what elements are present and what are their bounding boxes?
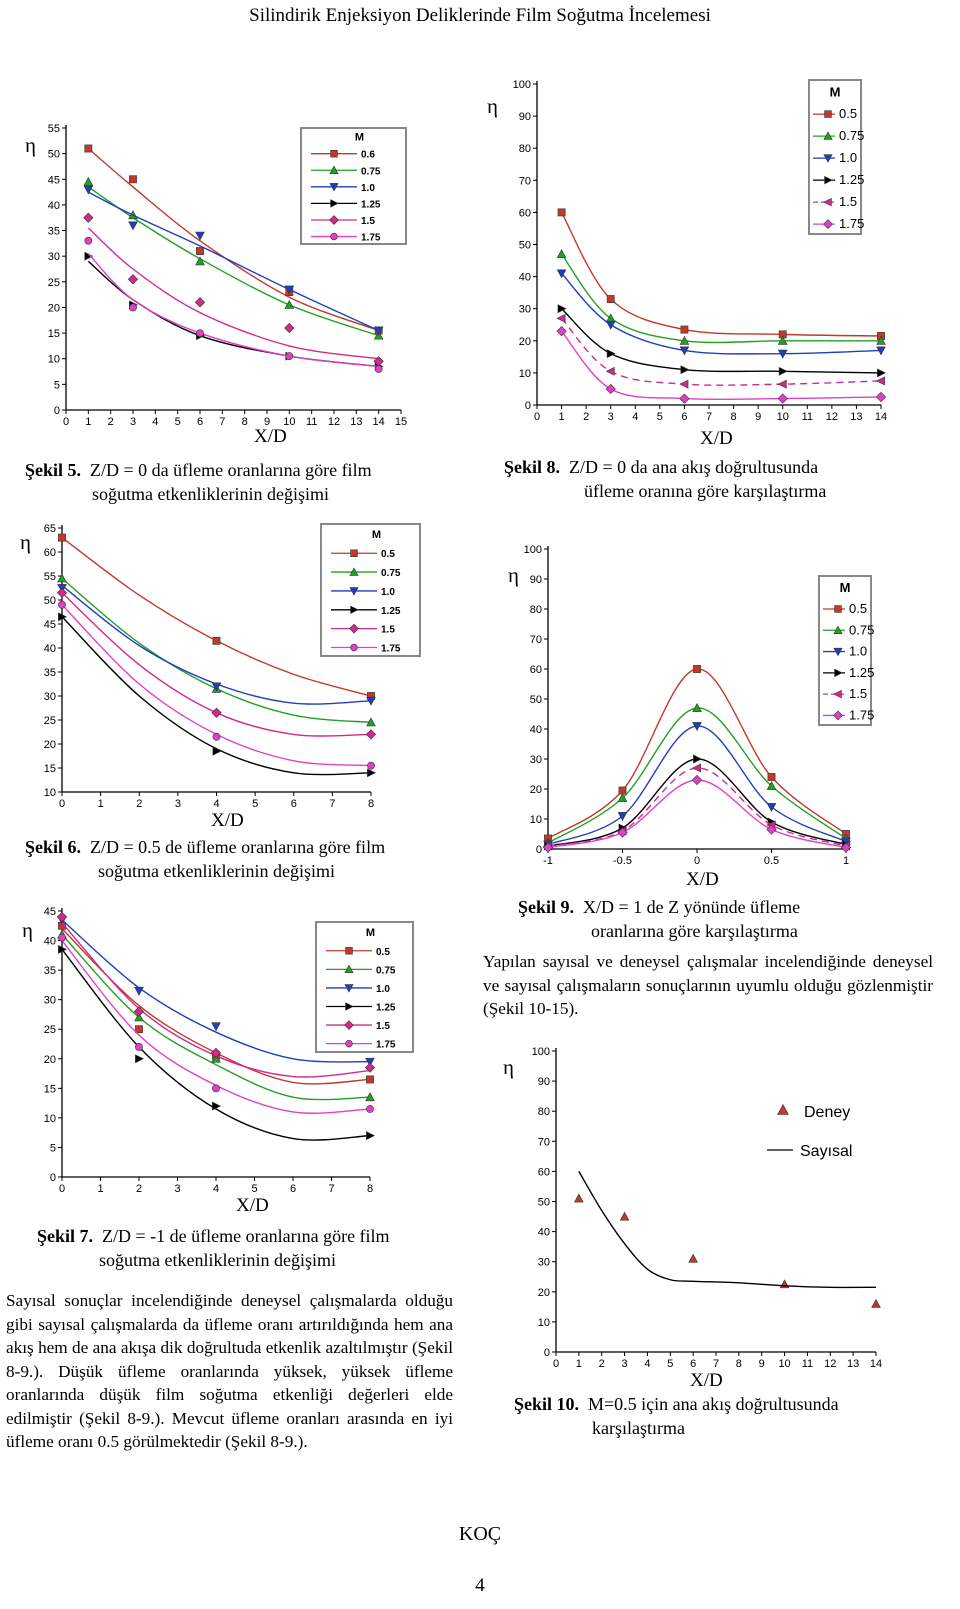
fig7-ytick-label: 30 — [43, 994, 56, 1007]
fig6-ytick-label: 15 — [43, 763, 56, 775]
fig5-xtick-label: 4 — [152, 416, 159, 428]
fig5-ytick-label: 10 — [47, 353, 60, 366]
fig6-ytick-label: 30 — [43, 691, 56, 703]
fig5-ytick-label: 25 — [47, 276, 60, 289]
fig6-ytick-label: 60 — [43, 547, 56, 559]
fig8-ytick-label: 90 — [518, 111, 531, 124]
fig5-xtick-label: 3 — [129, 416, 137, 428]
fig10-xtick-label: 9 — [758, 1358, 765, 1370]
fig5-ytick-label: 35 — [47, 225, 60, 238]
paragraph-left: Sayısal sonuçlar incelendiğinde deneysel çalışmalarda olduğu gibi sayısal çalışmalarda da üfleme oranı artırıldığında hem ana akış hem de ana akışa dik doğrultuda etkenlik azaltılmıştır (Şekil 8-9.). Düşük üfleme oranlarında yüksek, yüksek üfleme oranlarında düşük film soğutma etkenliği değerleri elde edilmiştir (Şekil 8-9.). Mevcut üfleme oranları arasında en iyi üfleme oranı 0.5 görülmektedir (Şekil 8-9.). — [6, 1291, 453, 1451]
fig8-xtick-label: 13 — [850, 411, 863, 423]
fig9-ytick-label: 40 — [529, 724, 542, 736]
fig8-xtick-label: 0 — [533, 411, 541, 423]
fig6-ytick-label: 10 — [43, 787, 56, 799]
fig9-legend-title: M — [839, 579, 851, 595]
fig7-ytick-label: 15 — [43, 1083, 56, 1096]
fig8-ytick-label: 20 — [518, 335, 531, 348]
fig7-legend-label: 1.5 — [376, 1021, 390, 1033]
fig8-xtick-label: 2 — [583, 411, 590, 423]
fig7-ylabel: η — [22, 918, 33, 942]
fig9-caption-label: Şekil 9. — [518, 897, 575, 917]
fig5-xtick-label: 6 — [196, 416, 204, 428]
fig8-xtick-label: 10 — [776, 411, 789, 423]
fig8-xtick-label: 9 — [755, 411, 762, 423]
fig8-xtick-label: 12 — [825, 411, 838, 423]
fig5-ytick-label: 20 — [47, 302, 60, 315]
fig8-ytick-label: 30 — [518, 303, 531, 316]
fig5-ytick-label: 15 — [47, 328, 60, 341]
fig6-xlabel: X/D — [211, 810, 244, 831]
fig8-xtick-label: 4 — [632, 411, 639, 423]
fig10-series-Deney-point — [620, 1212, 629, 1220]
fig5-ytick-label: 5 — [53, 379, 60, 392]
fig8-caption-line2: üfleme oranına göre karşılaştırma — [584, 481, 827, 501]
fig8-ytick-label: 10 — [518, 367, 531, 380]
page-number: 4 — [475, 1575, 485, 1596]
fig10-ytick-label: 30 — [537, 1256, 550, 1269]
fig5-ytick-label: 30 — [47, 251, 60, 264]
fig6-legend-label: 0.75 — [381, 568, 401, 580]
fig7-xtick-label: 2 — [135, 1183, 143, 1195]
fig8-xtick-label: 8 — [730, 411, 737, 423]
fig9-xtick-label: 1 — [842, 855, 850, 867]
fig5-caption-line1: Z/D = 0 da üfleme oranlarına göre film — [90, 460, 372, 480]
fig9-ytick-label: 100 — [523, 544, 542, 556]
fig8-caption-label: Şekil 8. — [504, 457, 561, 477]
fig9-caption-line1: X/D = 1 de Z yönünde üfleme — [583, 897, 801, 917]
fig7-legend-label: 1.25 — [376, 1002, 396, 1014]
fig8-legend-label: 1.25 — [839, 172, 865, 188]
fig7-xtick-label: 6 — [289, 1183, 297, 1195]
fig10-xtick-label: 4 — [644, 1358, 651, 1370]
fig10-xtick-label: 11 — [801, 1358, 814, 1370]
fig9-ytick-label: 80 — [529, 604, 542, 616]
fig8-legend-label: 1.0 — [839, 150, 858, 166]
fig8-ytick-label: 80 — [518, 143, 531, 156]
fig9-legend-label: 0.5 — [849, 600, 868, 616]
fig6-xtick-label: 5 — [252, 798, 259, 810]
fig7-xlabel: X/D — [236, 1195, 269, 1216]
fig10-legend-label-sayisal: Sayısal — [800, 1143, 853, 1160]
fig10-ytick-label: 80 — [537, 1106, 550, 1119]
fig5-xtick-label: 7 — [219, 416, 226, 428]
fig7-ytick-label: 40 — [43, 935, 56, 948]
fig9-caption-line2: oranlarına göre karşılaştırma — [591, 921, 798, 941]
fig9-xtick-label: -0.5 — [613, 855, 632, 867]
fig5-legend-label: 0.75 — [361, 166, 381, 178]
fig10-xlabel: X/D — [690, 1370, 723, 1391]
fig5-xtick-label: 13 — [350, 416, 363, 428]
fig10-xtick-label: 14 — [869, 1358, 883, 1370]
fig7-legend-label: 0.75 — [376, 965, 396, 977]
fig8-caption-line1: Z/D = 0 da ana akış doğrultusunda — [569, 457, 819, 477]
fig6-legend-label: 1.0 — [381, 586, 395, 598]
fig8-xtick-label: 6 — [681, 411, 688, 423]
fig6-legend-title: M — [371, 529, 382, 542]
fig7-xtick-label: 5 — [251, 1183, 258, 1195]
fig5-xtick-label: 14 — [372, 416, 385, 428]
fig8-xtick-label: 5 — [656, 411, 663, 423]
fig8-ytick-label: 60 — [518, 207, 531, 220]
fig7-ytick-label: 0 — [49, 1172, 56, 1184]
fig10-ylabel: η — [503, 1055, 514, 1079]
fig5-legend-label: 1.25 — [361, 199, 381, 211]
fig7-xtick-label: 8 — [366, 1183, 374, 1195]
fig10-legend-label-deney: Deney — [804, 1104, 851, 1121]
fig5-xtick-label: 2 — [107, 416, 114, 428]
fig5-caption-label: Şekil 5. — [25, 460, 82, 480]
fig7-legend-title: M — [365, 926, 376, 939]
fig7-ytick-label: 45 — [43, 906, 56, 918]
fig10-xtick-label: 1 — [575, 1358, 582, 1370]
fig6-legend-label: 1.25 — [381, 605, 401, 617]
fig8-ytick-label: 70 — [518, 175, 531, 188]
fig5-legend-label: 1.5 — [361, 215, 375, 227]
fig5-xtick-label: 12 — [327, 416, 341, 428]
fig9-ytick-label: 0 — [535, 844, 542, 856]
fig9-legend-label: 1.25 — [849, 664, 875, 680]
fig9-ylabel: η — [508, 563, 519, 587]
fig10-xtick-label: 7 — [712, 1358, 720, 1370]
fig8-xtick-label: 1 — [558, 411, 565, 423]
fig5-ytick-label: 55 — [47, 123, 60, 135]
fig9-ytick-label: 10 — [529, 814, 542, 826]
fig8-xtick-label: 7 — [705, 411, 713, 423]
fig9-xtick-label: 0 — [693, 855, 701, 867]
fig5-xtick-label: 8 — [241, 416, 248, 428]
fig5-legend-label: 0.6 — [361, 149, 375, 161]
fig10-xtick-label: 10 — [778, 1358, 791, 1370]
fig5-xtick-label: 0 — [62, 416, 70, 428]
fig8-legend-label: 1.5 — [839, 194, 858, 210]
fig5-ytick-label: 50 — [47, 148, 60, 161]
fig8-ytick-label: 100 — [512, 79, 531, 91]
fig7-ytick-label: 20 — [43, 1053, 56, 1066]
fig10-ytick-label: 70 — [537, 1136, 550, 1149]
fig8-legend-label: 1.75 — [839, 216, 865, 232]
fig10-xtick-label: 13 — [847, 1358, 860, 1370]
fig6-xtick-label: 4 — [213, 798, 220, 810]
fig6-legend-label: 0.5 — [381, 549, 395, 561]
fig9-ytick-label: 90 — [529, 574, 542, 586]
fig10-ytick-label: 90 — [537, 1076, 550, 1089]
fig5-ylabel: η — [25, 133, 36, 157]
fig5-xtick-label: 11 — [305, 416, 318, 428]
fig10-ytick-label: 10 — [537, 1316, 550, 1329]
fig8-ylabel: η — [487, 94, 498, 118]
fig10-xtick-label: 8 — [735, 1358, 742, 1370]
fig8-ytick-label: 0 — [524, 400, 531, 412]
fig10-series-Deney-point — [780, 1280, 789, 1288]
fig9-xlabel: X/D — [686, 869, 719, 890]
fig5-ytick-label: 0 — [53, 405, 60, 417]
fig9-ytick-label: 60 — [529, 664, 542, 676]
fig10-series-Sayısal-line — [579, 1171, 876, 1287]
fig5-xtick-label: 10 — [283, 416, 296, 428]
fig9-xtick-label: -1 — [543, 855, 553, 867]
fig9-xtick-label: 0.5 — [763, 855, 780, 867]
fig10-series-Deney-point — [872, 1300, 881, 1308]
fig6-legend-label: 1.5 — [381, 624, 395, 636]
fig7-xtick-label: 3 — [174, 1183, 181, 1195]
fig6-xtick-label: 6 — [290, 798, 297, 810]
fig8-ytick-label: 40 — [518, 271, 531, 284]
fig8-xtick-label: 11 — [801, 411, 813, 423]
fig6-xtick-label: 0 — [58, 798, 66, 810]
fig7-ytick-label: 10 — [43, 1112, 56, 1125]
fig9-legend-label: 1.75 — [849, 707, 875, 723]
fig6-ytick-label: 50 — [43, 595, 56, 607]
fig10-series-Deney-point — [575, 1194, 584, 1202]
fig8-legend-label: 0.75 — [839, 128, 865, 144]
fig7-ytick-label: 25 — [43, 1024, 56, 1037]
fig10-ytick-label: 20 — [537, 1286, 550, 1299]
fig7-xtick-label: 4 — [212, 1183, 220, 1195]
fig10-xtick-label: 6 — [690, 1358, 697, 1370]
fig6-caption-label: Şekil 6. — [25, 837, 82, 857]
fig6-ytick-label: 40 — [43, 643, 56, 655]
fig7-caption-label: Şekil 7. — [37, 1226, 94, 1246]
fig7-legend-label: 0.5 — [376, 946, 390, 958]
fig5-ytick-label: 40 — [47, 199, 60, 212]
fig10-caption-line1: M=0.5 için ana akış doğrultusunda — [588, 1394, 839, 1414]
fig8-xlabel: X/D — [700, 428, 733, 449]
fig6-ylabel: η — [20, 530, 31, 554]
fig5-xtick-label: 9 — [263, 416, 271, 428]
fig5-legend-title: M — [354, 131, 365, 144]
fig7-legend-label: 1.0 — [376, 983, 390, 995]
fig6-ytick-label: 20 — [43, 739, 56, 751]
fig10-caption-line2: karşılaştırma — [592, 1418, 685, 1438]
fig7-ytick-label: 35 — [43, 965, 56, 978]
fig6-ytick-label: 35 — [43, 667, 56, 679]
fig7-xtick-label: 7 — [328, 1183, 335, 1195]
fig5-legend-label: 1.75 — [361, 232, 381, 244]
fig5-xlabel: X/D — [254, 426, 287, 447]
running-header: Silindirik Enjeksiyon Deliklerinde Film Soğutma İncelemesi — [249, 5, 711, 26]
fig8-xtick-label: 14 — [874, 411, 888, 423]
fig9-ytick-label: 30 — [529, 754, 542, 766]
fig8-legend-label: 0.5 — [839, 106, 858, 122]
fig10-ytick-label: 100 — [531, 1046, 550, 1058]
fig9-legend-label: 0.75 — [849, 622, 875, 638]
fig5-xtick-label: 1 — [85, 416, 92, 428]
fig6-caption-line2: soğutma etkenliklerinin değişimi — [98, 861, 335, 881]
fig7-caption-line1: Z/D = -1 de üfleme oranlarına göre film — [102, 1226, 390, 1246]
fig6-ytick-label: 45 — [43, 619, 56, 631]
fig10-series-Deney-point — [689, 1254, 698, 1262]
fig6-caption-line1: Z/D = 0.5 de üfleme oranlarına göre film — [90, 837, 386, 857]
fig6-ytick-label: 65 — [43, 523, 56, 535]
fig9-legend-label: 1.5 — [849, 686, 868, 702]
fig7-ytick-label: 5 — [49, 1142, 56, 1155]
fig5-caption-line2: soğutma etkenliklerinin değişimi — [92, 484, 329, 504]
fig8-ytick-label: 50 — [518, 239, 531, 252]
fig6-xtick-label: 8 — [367, 798, 375, 810]
fig9-ytick-label: 70 — [529, 634, 542, 646]
fig10-legend-marker-deney — [778, 1105, 789, 1115]
fig7-caption-line2: soğutma etkenliklerinin değişimi — [99, 1250, 336, 1270]
fig10-caption-label: Şekil 10. — [514, 1394, 580, 1414]
fig5-legend-label: 1.0 — [361, 182, 375, 194]
fig7-legend-label: 1.75 — [376, 1039, 396, 1051]
fig10-ytick-label: 50 — [537, 1196, 550, 1209]
fig10-xtick-label: 2 — [598, 1358, 605, 1370]
fig5-xtick-label: 5 — [174, 416, 181, 428]
fig10-ytick-label: 40 — [537, 1226, 550, 1239]
fig10-ytick-label: 60 — [537, 1166, 550, 1179]
footer-author: KOÇ — [458, 1523, 502, 1545]
fig5-xtick-label: 15 — [394, 416, 408, 428]
fig6-xtick-label: 2 — [136, 798, 143, 810]
fig6-xtick-label: 1 — [97, 798, 104, 810]
fig8-xtick-label: 3 — [607, 411, 614, 423]
fig8-legend-title: M — [829, 84, 841, 100]
fig9-ytick-label: 20 — [529, 784, 542, 796]
fig6-ytick-label: 25 — [43, 715, 56, 727]
fig5-ytick-label: 45 — [47, 174, 60, 187]
fig7-xtick-label: 0 — [58, 1183, 66, 1195]
fig10-xtick-label: 3 — [621, 1358, 628, 1370]
paragraph-right: Yapılan sayısal ve deneysel çalışmalar incelendiğinde deneysel ve sayısal çalışmaların sonuçlarının uyumlu olduğu gözlenmiştir (Şekil 10-15). — [483, 952, 933, 1018]
fig6-ytick-label: 55 — [43, 571, 56, 583]
fig9-legend-label: 1.0 — [849, 643, 868, 659]
fig10-xtick-label: 5 — [667, 1358, 674, 1370]
fig6-legend-label: 1.75 — [381, 643, 401, 655]
fig10-ytick-label: 0 — [543, 1347, 550, 1359]
fig9-ytick-label: 50 — [529, 694, 542, 706]
fig10-caption — [514, 1392, 839, 1440]
fig10-xtick-label: 0 — [552, 1358, 560, 1370]
fig10-xtick-label: 12 — [824, 1358, 837, 1370]
fig6-xtick-label: 7 — [329, 798, 336, 810]
fig6-xtick-label: 3 — [174, 798, 181, 810]
fig7-xtick-label: 1 — [97, 1183, 104, 1195]
